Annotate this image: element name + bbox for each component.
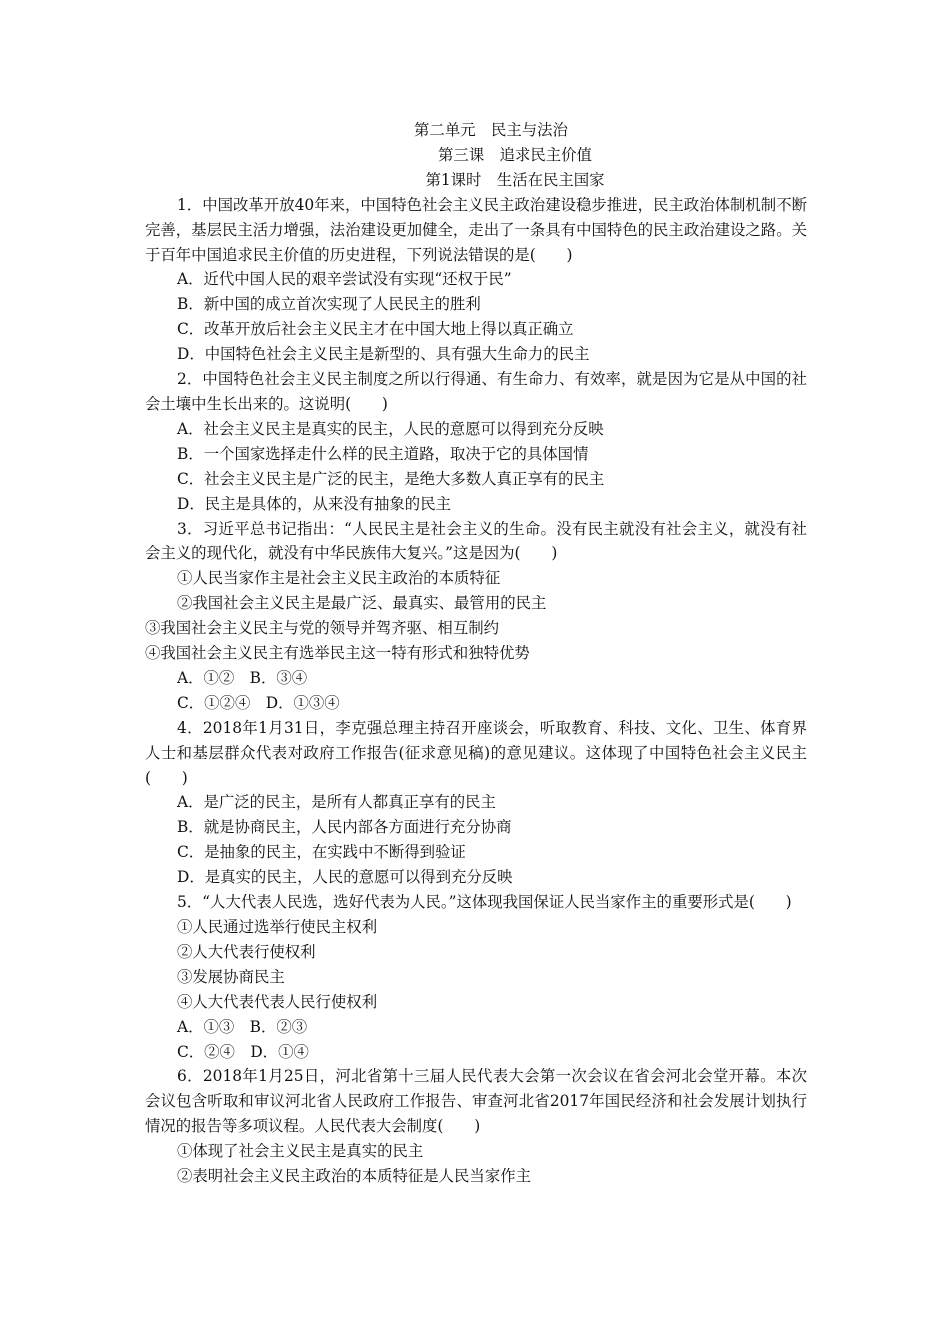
question-3 xyxy=(145,517,807,716)
question-6 xyxy=(145,1064,807,1189)
question-4 xyxy=(145,716,807,890)
option-c: C．社会主义民主是广泛的民主，是绝大多数人真正享有的民主 xyxy=(177,469,605,488)
option-b: B．一个国家选择走什么样的民主道路，取决于它的具体国情 xyxy=(177,444,589,463)
question-stem: 5．“人大代表人民选，选好代表为人民。”这体现我国保证人民当家作主的重要形式是( ) xyxy=(177,893,792,912)
option-d: D．是真实的民主，人民的意愿可以得到充分反映 xyxy=(177,868,513,887)
statement-item: ②我国社会主义民主是最广泛、最真实、最管用的民主 xyxy=(177,594,547,613)
question-5 xyxy=(145,890,807,1064)
worksheet-page xyxy=(145,118,807,1189)
statement-item: ④人大代表代表人民行使权利 xyxy=(177,992,378,1011)
question-2 xyxy=(145,367,807,516)
statement-item: ①人民当家作主是社会主义民主政治的本质特征 xyxy=(177,569,501,588)
question-stem: 4．2018年1月31日，李克强总理主持召开座谈会，听取教育、科技、文化、卫生、体育界人士和基层群众代表对政府工作报告(征求意见稿)的意见建议。这体现了中国特色社会主义民主( ) xyxy=(145,718,807,787)
statement-item: ③我国社会主义民主与党的领导并驾齐驱、相互制约 xyxy=(145,619,499,638)
option-c: C．改革开放后社会主义民主才在中国大地上得以真正确立 xyxy=(177,320,574,339)
unit-title: 第二单元 民主与法治 xyxy=(414,121,568,139)
option-row: A．①③ B．②③ xyxy=(177,1017,308,1036)
option-b: B．就是协商民主，人民内部各方面进行充分协商 xyxy=(177,818,512,837)
question-stem: 3．习近平总书记指出：“人民民主是社会主义的生命。没有民主就没有社会主义，就没有社会主义的现代化，就没有中华民族伟大复兴。”这是因为( ) xyxy=(145,519,807,563)
option-a: A．社会主义民主是真实的民主，人民的意愿可以得到充分反映 xyxy=(177,419,604,438)
option-d: D．民主是具体的，从来没有抽象的民主 xyxy=(177,494,451,513)
statement-item: ③发展协商民主 xyxy=(177,967,285,986)
option-c: C．是抽象的民主，在实践中不断得到验证 xyxy=(177,843,466,862)
question-stem: 2．中国特色社会主义民主制度之所以行得通、有生命力、有效率，就是因为它是从中国的社会土壤中生长出来的。这说明( ) xyxy=(145,370,807,413)
statement-item: ①体现了社会主义民主是真实的民主 xyxy=(177,1142,424,1161)
statement-item: ②人大代表行使权利 xyxy=(177,942,316,961)
option-d: D．中国特色社会主义民主是新型的、具有强大生命力的民主 xyxy=(177,345,590,364)
question-1 xyxy=(145,193,807,367)
lesson-title: 第三课 追求民主价值 xyxy=(438,145,592,164)
period-title: 第1课时 生活在民主国家 xyxy=(425,170,605,189)
option-a: A．是广泛的民主，是所有人都真正享有的民主 xyxy=(177,793,496,812)
option-a: A．近代中国人民的艰辛尝试没有实现“还权于民” xyxy=(177,270,512,289)
option-row: C．②④ D．①④ xyxy=(177,1042,309,1061)
option-b: B．新中国的成立首次实现了人民民主的胜利 xyxy=(177,295,481,314)
statement-item: ①人民通过选举行使民主权利 xyxy=(177,918,378,936)
question-stem: 1．中国改革开放40年来，中国特色社会主义民主政治建设稳步推进，民主政治体制机制不断完善，基层民主活力增强，法治建设更加健全，走出了一条具有中国特色的民主政治建设之路。关于百年中国追求民主价值的历史进程，下列说法错误的是( ) xyxy=(145,195,807,264)
question-stem: 6．2018年1月25日，河北省第十三届人民代表大会第一次会议在省会河北会堂开幕。本次会议包含听取和审议河北省人民政府工作报告、审查河北省2017年国民经济和社会发展计划执行情况的报告等多项议程。人民代表大会制度( ) xyxy=(145,1067,807,1136)
statement-item: ④我国社会主义民主有选举民主这一特有形式和独特优势 xyxy=(145,644,530,663)
option-row: A．①② B．③④ xyxy=(177,668,308,687)
statement-item: ②表明社会主义民主政治的本质特征是人民当家作主 xyxy=(177,1167,531,1186)
option-row: C．①②④ D．①③④ xyxy=(177,693,340,712)
